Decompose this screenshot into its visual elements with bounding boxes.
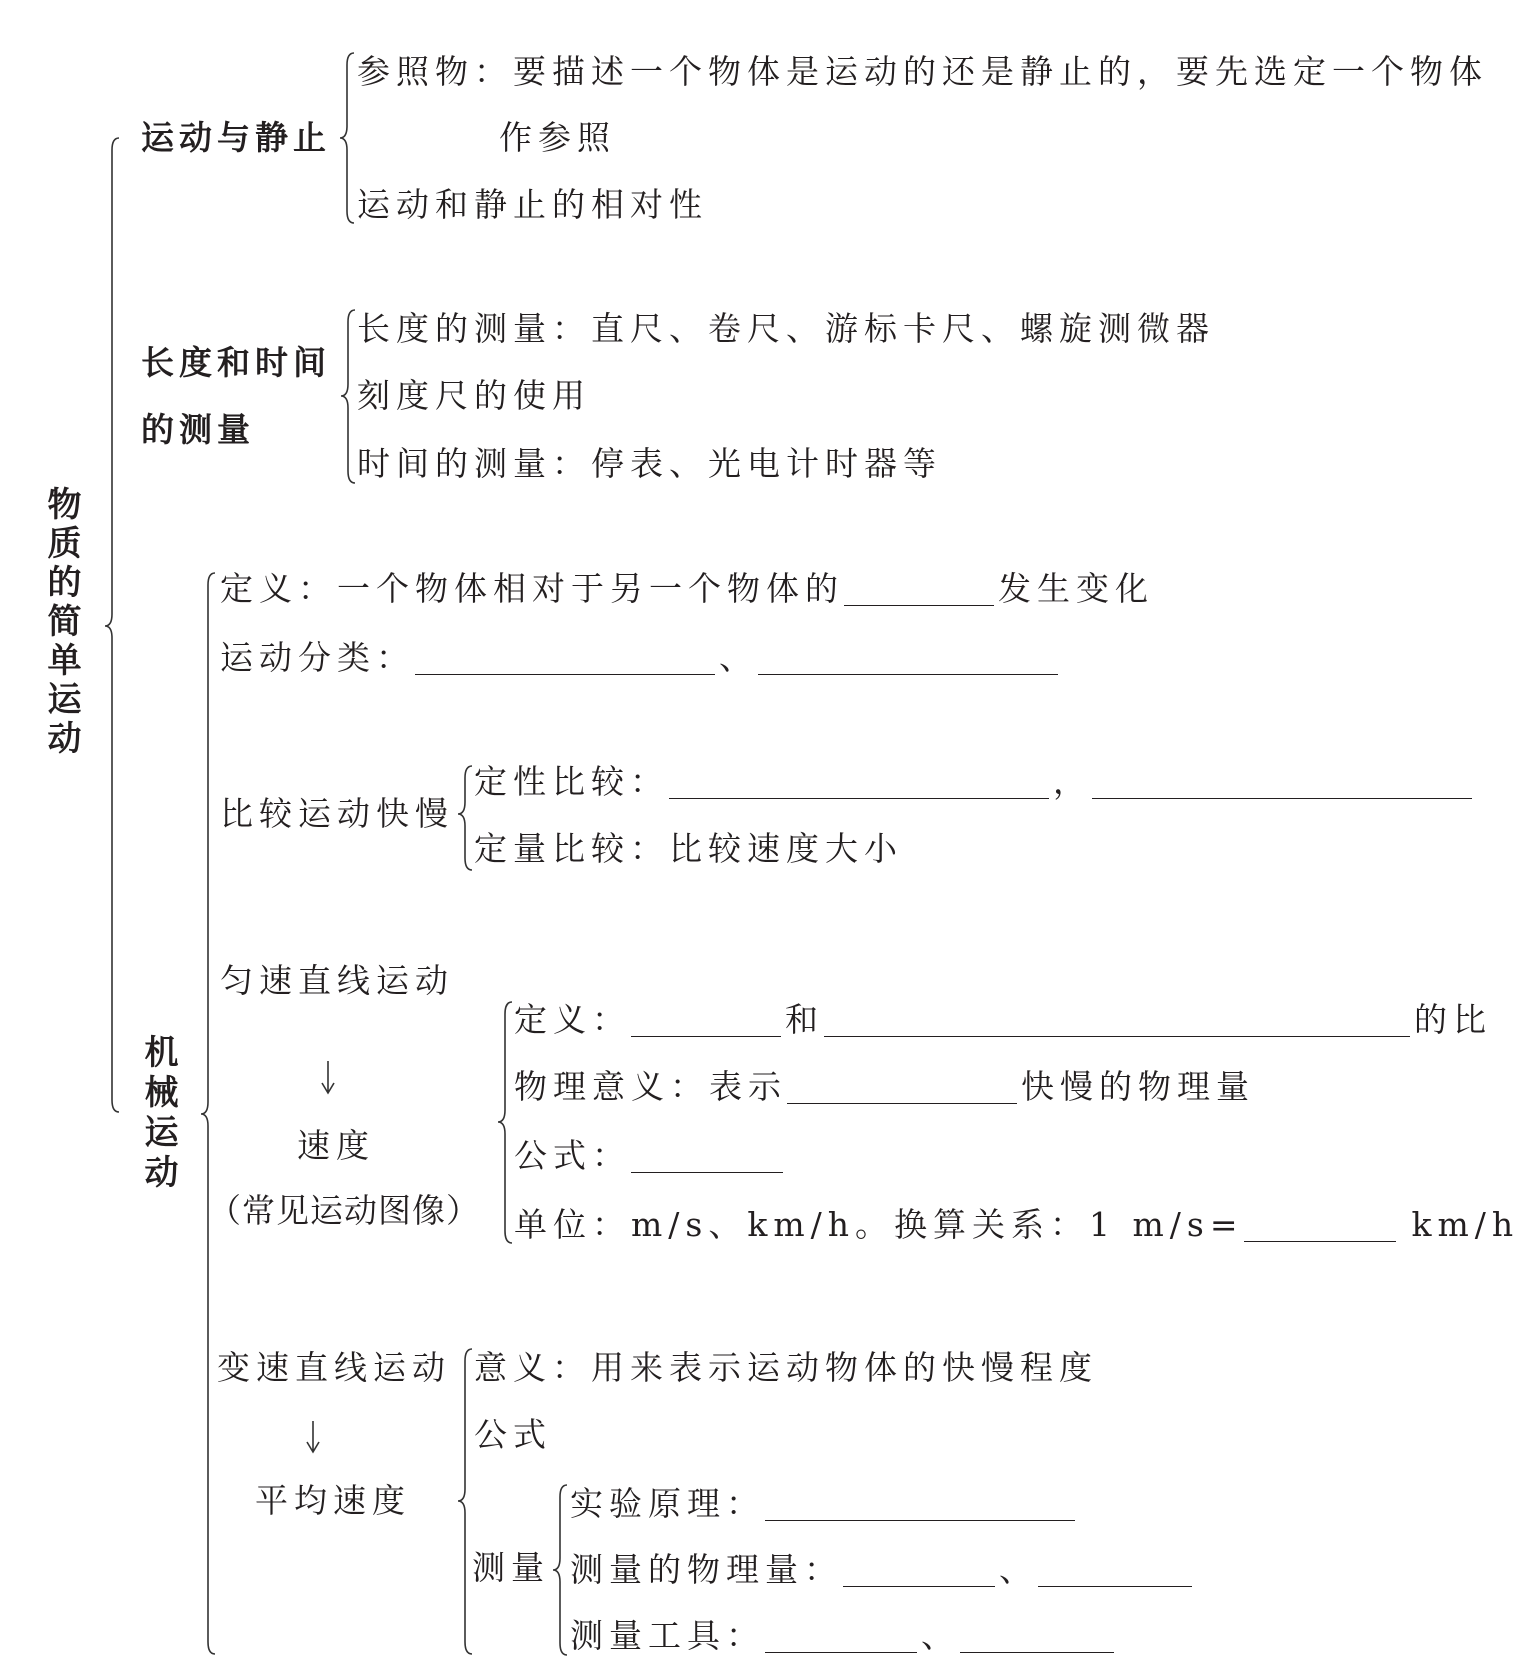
average-speed-label: 平均速度 bbox=[255, 1481, 411, 1520]
motion-graphs-label: （常见运动图像） bbox=[208, 1191, 480, 1230]
reference-object-item: 参照物：要描述一个物体是运动的还是静止的，要先选定一个物体 bbox=[357, 52, 1488, 91]
answer-blank bbox=[824, 1035, 1410, 1037]
brace-average-speed bbox=[458, 1349, 472, 1654]
branch-length-time-label-line2: 的测量 bbox=[141, 410, 255, 449]
answer-blank bbox=[765, 1519, 1075, 1521]
speed-definition-item bbox=[514, 1000, 1492, 1040]
quantitative-comparison-item: 定量比较：比较速度大小 bbox=[474, 829, 903, 868]
speed-unit-item bbox=[514, 1205, 1519, 1245]
motion-classification-item bbox=[220, 638, 1062, 678]
measured-quantities-item bbox=[570, 1550, 1196, 1590]
answer-blank bbox=[415, 673, 715, 675]
brace-mechanical-motion bbox=[201, 573, 215, 1654]
answer-blank bbox=[1038, 1585, 1192, 1587]
brace-measurement bbox=[553, 1485, 567, 1655]
quantities-prefix: 测量的物理量： bbox=[570, 1550, 843, 1589]
answer-blank bbox=[843, 1585, 995, 1587]
map-title: 物质的简单运动 bbox=[41, 486, 81, 759]
length-measurement-item: 长度的测量：直尺、卷尺、游标卡尺、螺旋测微器 bbox=[357, 309, 1215, 348]
speed-formula-prefix: 公式： bbox=[514, 1136, 631, 1175]
branch-mechanical-motion-label: 机械运动 bbox=[138, 1034, 178, 1194]
measurement-label: 测量 bbox=[472, 1548, 550, 1587]
relativity-item: 运动和静止的相对性 bbox=[357, 185, 708, 224]
uniform-motion-label: 匀速直线运动 bbox=[220, 961, 454, 1000]
down-arrow-icon bbox=[322, 1061, 334, 1093]
answer-blank bbox=[844, 604, 994, 606]
brace-compare-speed bbox=[458, 766, 472, 870]
speed-meaning-prefix: 物理意义：表示 bbox=[514, 1067, 787, 1106]
tools-separator: 、 bbox=[921, 1616, 960, 1655]
speed-meaning-suffix: 快慢的物理量 bbox=[1021, 1067, 1255, 1106]
down-arrow-icon bbox=[307, 1421, 319, 1452]
variable-motion-label: 变速直线运动 bbox=[217, 1348, 451, 1387]
qualitative-comparison-item bbox=[474, 762, 1476, 802]
qualitative-prefix: 定性比较： bbox=[474, 762, 669, 801]
brace-speed bbox=[498, 1002, 512, 1243]
speed-unit-prefix: 单位：m/s、km/h。换算关系：1 m/s= bbox=[514, 1205, 1244, 1244]
reference-object-continuation: 作参照 bbox=[499, 118, 616, 157]
speed-label: 速度 bbox=[297, 1126, 375, 1165]
branch-motion-and-rest-label: 运动与静止 bbox=[141, 118, 331, 157]
answer-blank bbox=[1092, 797, 1472, 799]
answer-blank bbox=[758, 673, 1058, 675]
answer-blank bbox=[631, 1171, 783, 1173]
speed-definition-prefix: 定义： bbox=[514, 1000, 631, 1039]
speed-meaning-item bbox=[514, 1067, 1255, 1107]
average-speed-meaning-item: 意义：用来表示运动物体的快慢程度 bbox=[474, 1348, 1098, 1387]
brace-main bbox=[105, 138, 119, 1112]
qualitative-separator: ， bbox=[1053, 762, 1092, 801]
quantities-separator: 、 bbox=[999, 1550, 1038, 1589]
classification-prefix: 运动分类： bbox=[220, 638, 415, 677]
motion-definition-suffix: 发生变化 bbox=[998, 569, 1154, 608]
answer-blank bbox=[1244, 1240, 1396, 1242]
brace-length-and-time bbox=[341, 310, 355, 483]
answer-blank bbox=[631, 1035, 781, 1037]
answer-blank bbox=[765, 1651, 917, 1653]
ruler-usage-item: 刻度尺的使用 bbox=[357, 376, 591, 415]
tools-prefix: 测量工具： bbox=[570, 1616, 765, 1655]
average-speed-formula-item: 公式 bbox=[474, 1415, 552, 1454]
experiment-principle-item bbox=[570, 1484, 1079, 1524]
motion-definition-prefix: 定义：一个物体相对于另一个物体的 bbox=[220, 569, 844, 608]
answer-blank bbox=[960, 1651, 1114, 1653]
speed-unit-suffix: km/h bbox=[1411, 1205, 1520, 1244]
measurement-tools-item bbox=[570, 1617, 1118, 1655]
motion-definition-item bbox=[220, 569, 1154, 609]
classification-separator: 、 bbox=[719, 638, 758, 677]
branch-length-time-label-line1: 长度和时间 bbox=[141, 343, 331, 382]
answer-blank bbox=[787, 1102, 1017, 1104]
brace-motion-and-rest bbox=[340, 53, 354, 223]
compare-speed-label: 比较运动快慢 bbox=[220, 794, 454, 833]
time-measurement-item: 时间的测量：停表、光电计时器等 bbox=[357, 444, 942, 483]
speed-definition-middle: 和 bbox=[785, 1000, 824, 1039]
speed-definition-suffix: 的比 bbox=[1414, 1000, 1492, 1039]
speed-formula-item bbox=[514, 1136, 787, 1176]
answer-blank bbox=[669, 797, 1049, 799]
principle-prefix: 实验原理： bbox=[570, 1484, 765, 1523]
